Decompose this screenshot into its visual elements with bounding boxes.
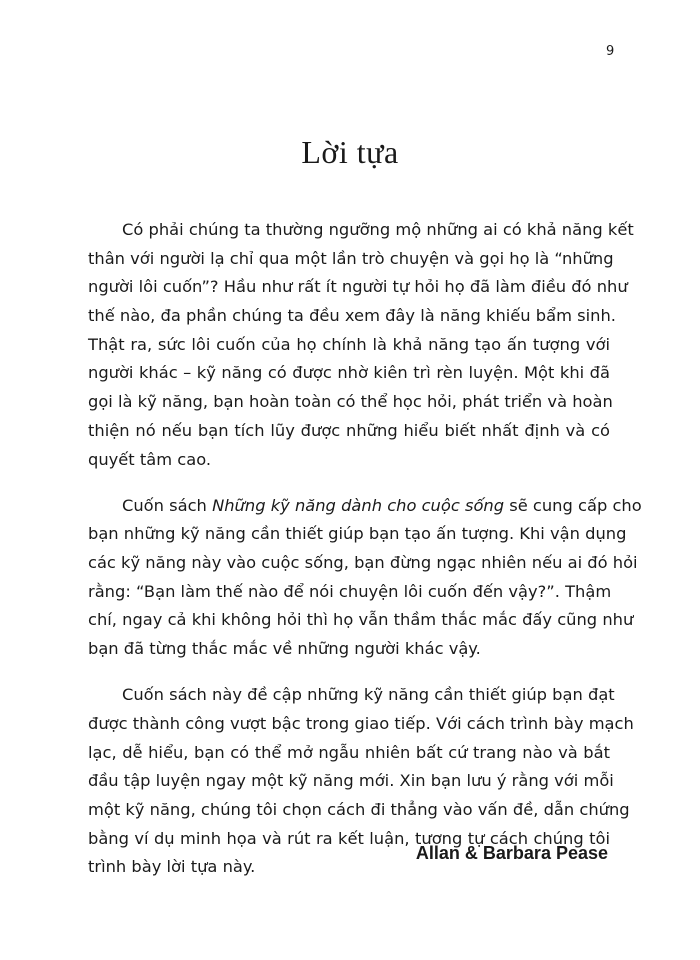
text-line: chí, ngay cả khi không hỏi thì họ vẫn thầm thắc mắc đấy cũng như — [88, 610, 634, 630]
text-line: người khác – kỹ năng có được nhờ kiên trì rèn luyện. Một khi đã — [88, 363, 610, 383]
text-line: các kỹ năng này vào cuộc sống, bạn đừng ngạc nhiên nếu ai đó hỏi — [88, 553, 638, 573]
text-line: bạn những kỹ năng cần thiết giúp bạn tạo ấn tượng. Khi vận dụng — [88, 524, 627, 544]
preface-body — [88, 216, 642, 900]
text-line: thiện nó nếu bạn tích lũy được những hiểu biết nhất định và có — [88, 420, 610, 440]
page-number: 9 — [606, 44, 615, 59]
text-line: rằng: “Bạn làm thế nào để nói chuyện lôi cuốn đến vậy?”. Thậm — [88, 581, 612, 601]
text-line: Cuốn sách này đề cập những kỹ năng cần thiết giúp bạn đạt — [122, 685, 615, 705]
text-line: gọi là kỹ năng, bạn hoàn toàn có thể học hỏi, phát triển và hoàn — [88, 392, 613, 412]
text-line: bạn đã từng thắc mắc về những người khác vậy. — [88, 639, 481, 659]
page-title: Lời tựa — [301, 134, 399, 170]
text-line: Có phải chúng ta thường ngưỡng mộ những ai có khả năng kết — [122, 220, 634, 239]
text-line: quyết tâm cao. — [88, 449, 212, 469]
text-line: trình bày lời tựa này. — [88, 857, 256, 877]
paragraph-2 — [88, 492, 642, 664]
text-line: lạc, dễ hiểu, bạn có thể mở ngẫu nhiên bất cứ trang nào và bắt — [88, 742, 610, 762]
text-segment: sẽ cung cấp cho — [504, 495, 642, 515]
book-title: Những kỹ năng dành cho cuộc sống — [212, 495, 505, 515]
text-line: một kỹ năng, chúng tôi chọn cách đi thẳng vào vấn đề, dẫn chứng — [88, 800, 630, 820]
author-signature: Allan & Barbara Pease — [415, 843, 608, 863]
text-line: đầu tập luyện ngay một kỹ năng mới. Xin bạn lưu ý rằng với mỗi — [88, 771, 614, 791]
text-line: được thành công vượt bậc trong giao tiếp. Với cách trình bày mạch — [88, 714, 634, 733]
text-line: người lôi cuốn”? Hầu như rất ít người tự hỏi họ đã làm điều đó như — [88, 277, 628, 297]
text-line: thân với người lạ chỉ qua một lần trò chuyện và gọi họ là “những — [88, 248, 614, 268]
paragraph-1 — [88, 216, 634, 474]
text-line: thế nào, đa phần chúng ta đều xem đây là năng khiếu bẩm sinh. — [88, 306, 616, 326]
text-line: Thật ra, sức lôi cuốn của họ chính là khả năng tạo ấn tượng với — [88, 334, 610, 354]
text-line — [88, 492, 642, 521]
text-segment: Cuốn sách — [122, 495, 213, 515]
text-line: bằng ví dụ minh họa và rút ra kết luận, tương tự cách chúng tôi — [88, 828, 610, 848]
